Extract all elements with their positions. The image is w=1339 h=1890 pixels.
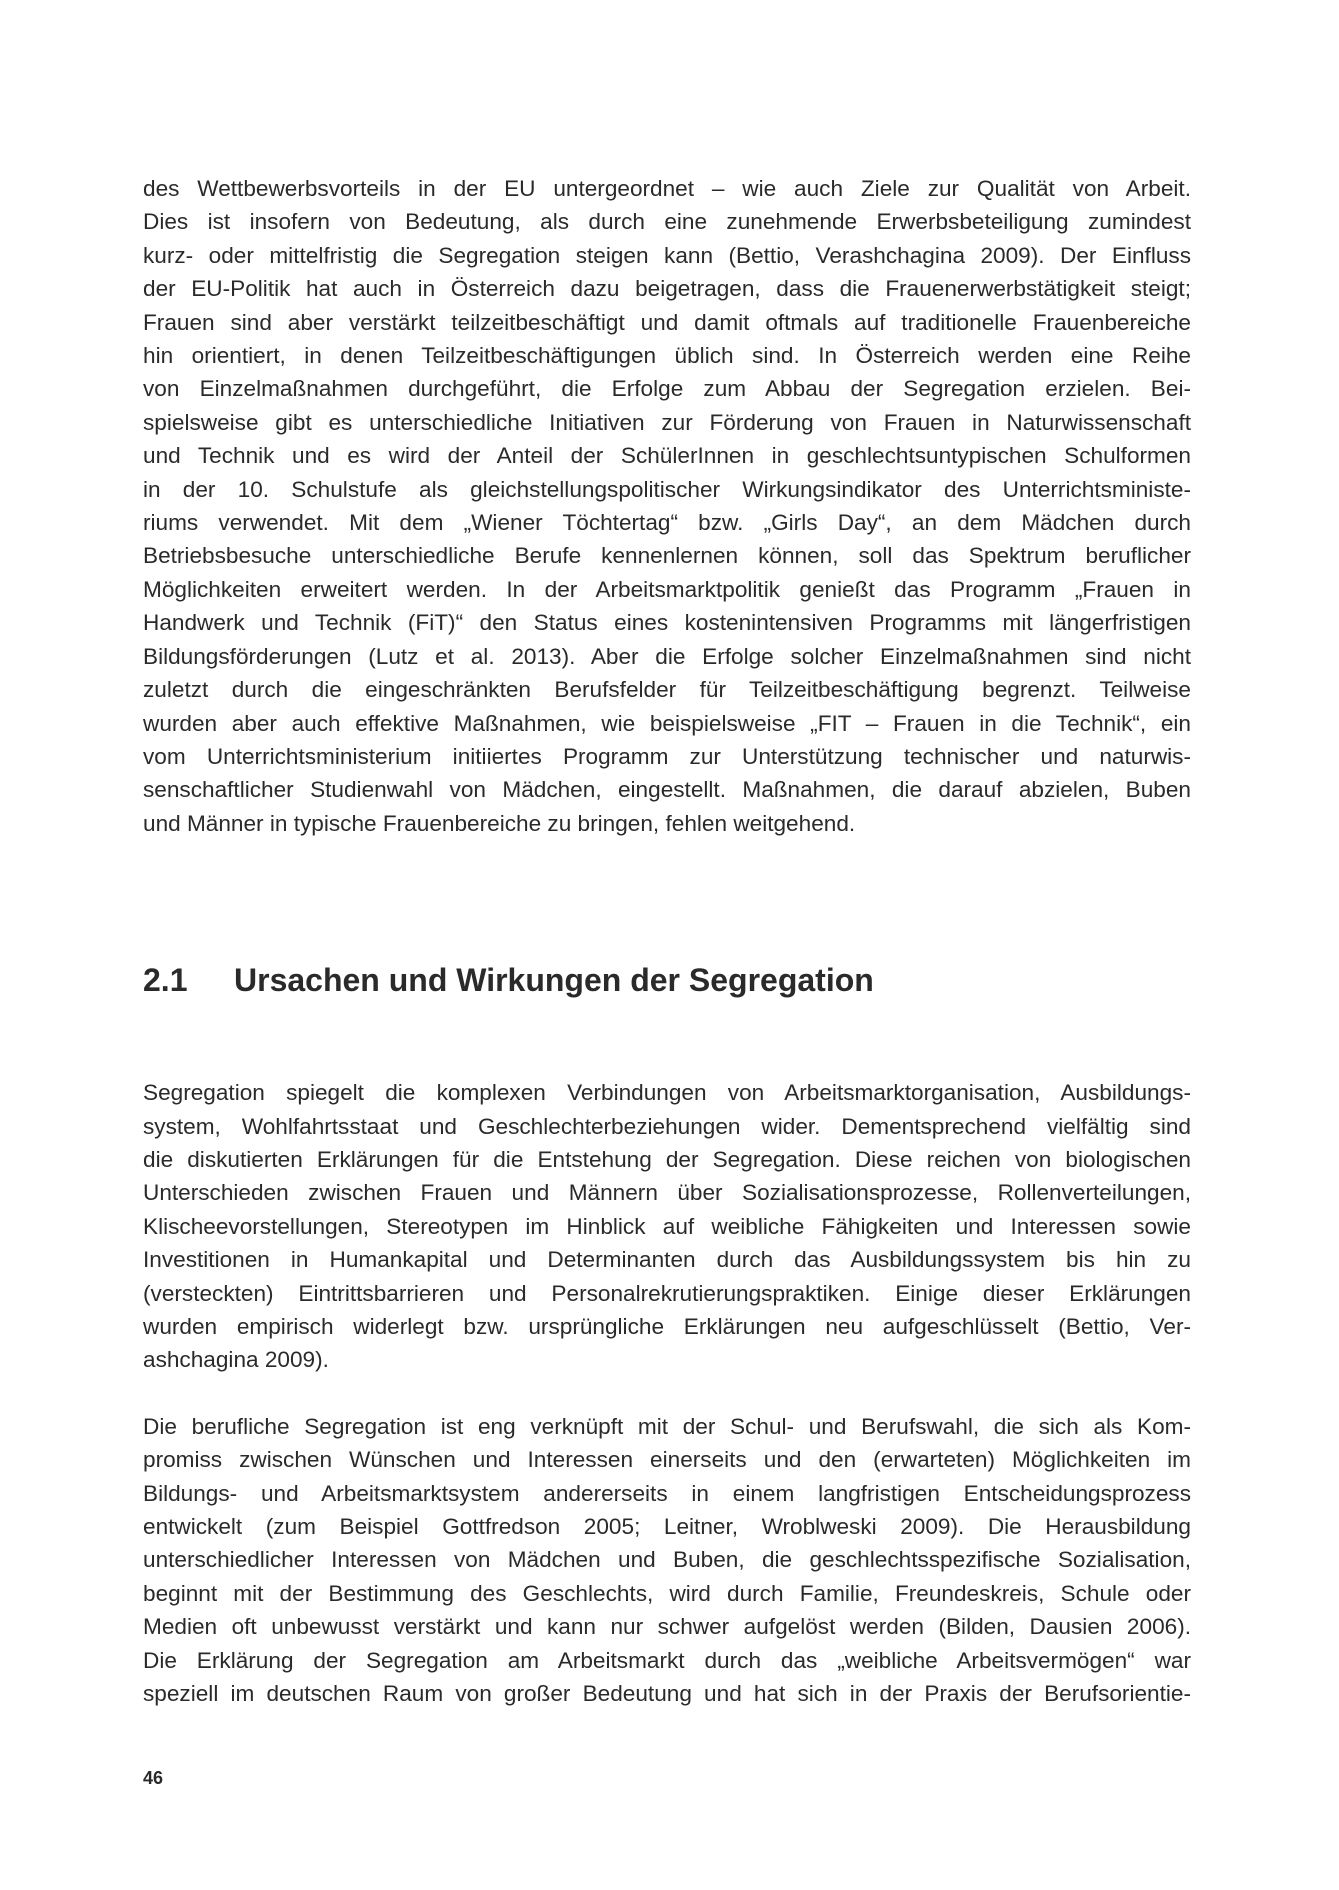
- text-line: unterschiedlicher Interessen von Mädchen und Buben, die geschlechtsspezifische Sozialisation,: [143, 1547, 1191, 1573]
- page-number: 46: [143, 1768, 164, 1788]
- section-title: Ursachen und Wirkungen der Segregation: [234, 962, 874, 999]
- text-line: und Technik und es wird der Anteil der SchülerInnen in geschlechtsuntypischen Schulformen: [143, 443, 1191, 469]
- text-line: vom Unterrichtsministerium initiiertes Programm zur Unterstützung technischer und naturwis-: [143, 743, 1191, 769]
- paragraph-1: [143, 172, 1191, 840]
- section-heading: [143, 960, 1191, 1000]
- section-number: 2.1: [143, 962, 188, 999]
- text-line: Die Erklärung der Segregation am Arbeitsmarkt durch das „weibliche Arbeitsvermögen“ war: [143, 1647, 1191, 1673]
- text-line: system, Wohlfahrtsstaat und Geschlechterbeziehungen wider. Dementsprechend vielfältig sind: [143, 1113, 1191, 1139]
- text-line: wurden empirisch widerlegt bzw. ursprüngliche Erklärungen neu aufgeschlüsselt (Bettio, Ver-: [143, 1313, 1191, 1339]
- text-line: (versteckten) Eintrittsbarrieren und Personalrekrutierungspraktiken. Einige dieser Erklärungen: [143, 1280, 1191, 1306]
- text-line: Medien oft unbewusst verstärkt und kann nur schwer aufgelöst werden (Bilden, Dausien 2006).: [143, 1614, 1191, 1640]
- text-line: senschaftlicher Studienwahl von Mädchen, eingestellt. Maßnahmen, die darauf abzielen, Buben: [143, 777, 1191, 803]
- paragraph-2: [143, 1076, 1191, 1377]
- page-body: [143, 172, 1191, 1710]
- text-line: und Männer in typische Frauenbereiche zu bringen, fehlen weitgehend.: [143, 810, 856, 836]
- paragraph-3: [143, 1410, 1191, 1711]
- text-line: Betriebsbesuche unterschiedliche Berufe kennenlernen können, soll das Spektrum beruflicher: [143, 543, 1191, 569]
- text-line: Frauen sind aber verstärkt teilzeitbeschäftigt und damit oftmals auf traditionelle Frauenbereiche: [143, 309, 1191, 335]
- text-line: Die berufliche Segregation ist eng verknüpft mit der Schul- und Berufswahl, die sich als Kom-: [143, 1413, 1191, 1439]
- text-line: hin orientiert, in denen Teilzeitbeschäftigungen üblich sind. In Österreich werden eine Reihe: [143, 343, 1191, 369]
- text-line: Handwerk und Technik (FiT)“ den Status eines kostenintensiven Programms mit längerfristigen: [143, 610, 1191, 636]
- text-line: Bildungsförderungen (Lutz et al. 2013). Aber die Erfolge solcher Einzelmaßnahmen sind nicht: [143, 643, 1191, 669]
- text-line: Investitionen in Humankapital und Determinanten durch das Ausbildungssystem bis hin zu: [143, 1247, 1191, 1273]
- text-line: Möglichkeiten erweitert werden. In der Arbeitsmarktpolitik genießt das Programm „Frauen in: [143, 576, 1191, 602]
- text-line: Klischeevorstellungen, Stereotypen im Hinblick auf weibliche Fähigkeiten und Interessen sowie: [143, 1213, 1191, 1239]
- text-line: riums verwendet. Mit dem „Wiener Töchtertag“ bzw. „Girls Day“, an dem Mädchen durch: [143, 510, 1191, 536]
- text-line: ashchagina 2009).: [143, 1347, 329, 1373]
- text-line: Dies ist insofern von Bedeutung, als durch eine zunehmende Erwerbsbeteiligung zumindest: [143, 209, 1191, 235]
- text-line: spielsweise gibt es unterschiedliche Initiativen zur Förderung von Frauen in Naturwissenschaft: [143, 409, 1191, 435]
- text-line: zuletzt durch die eingeschränkten Berufsfelder für Teilzeitbeschäftigung begrenzt. Teilweise: [143, 677, 1191, 703]
- text-line: entwickelt (zum Beispiel Gottfredson 2005; Leitner, Wroblweski 2009). Die Herausbildung: [143, 1514, 1191, 1539]
- text-line: kurz- oder mittelfristig die Segregation steigen kann (Bettio, Verashchagina 2009). Der Einfluss: [143, 242, 1191, 268]
- text-line: wurden aber auch effektive Maßnahmen, wie beispielsweise „FIT – Frauen in die Technik“, ein: [143, 710, 1191, 736]
- text-line: des Wettbewerbsvorteils in der EU untergeordnet – wie auch Ziele zur Qualität von Arbeit.: [143, 176, 1191, 201]
- text-line: beginnt mit der Bestimmung des Geschlechts, wird durch Familie, Freundeskreis, Schule oder: [143, 1580, 1191, 1606]
- text-line: in der 10. Schulstufe als gleichstellungspolitischer Wirkungsindikator des Unterrichtsministe-: [143, 476, 1191, 502]
- text-line: promiss zwischen Wünschen und Interessen einerseits und den (erwarteten) Möglichkeiten im: [143, 1447, 1191, 1473]
- text-line: Bildungs- und Arbeitsmarktsystem andererseits in einem langfristigen Entscheidungsprozess: [143, 1480, 1191, 1506]
- text-line: von Einzelmaßnahmen durchgeführt, die Erfolge zum Abbau der Segregation erzielen. Bei-: [143, 376, 1191, 402]
- text-line: die diskutierten Erklärungen für die Entstehung der Segregation. Diese reichen von biologischen: [143, 1146, 1191, 1172]
- text-line: der EU-Politik hat auch in Österreich dazu beigetragen, dass die Frauenerwerbstätigkeit steigt;: [143, 276, 1191, 302]
- text-line: Unterschieden zwischen Frauen und Männern über Sozialisationsprozesse, Rollenverteilungen,: [143, 1180, 1191, 1206]
- text-line: Segregation spiegelt die komplexen Verbindungen von Arbeitsmarktorganisation, Ausbildungs-: [143, 1080, 1191, 1106]
- text-line: speziell im deutschen Raum von großer Bedeutung und hat sich in der Praxis der Berufsorientie-: [143, 1681, 1191, 1707]
